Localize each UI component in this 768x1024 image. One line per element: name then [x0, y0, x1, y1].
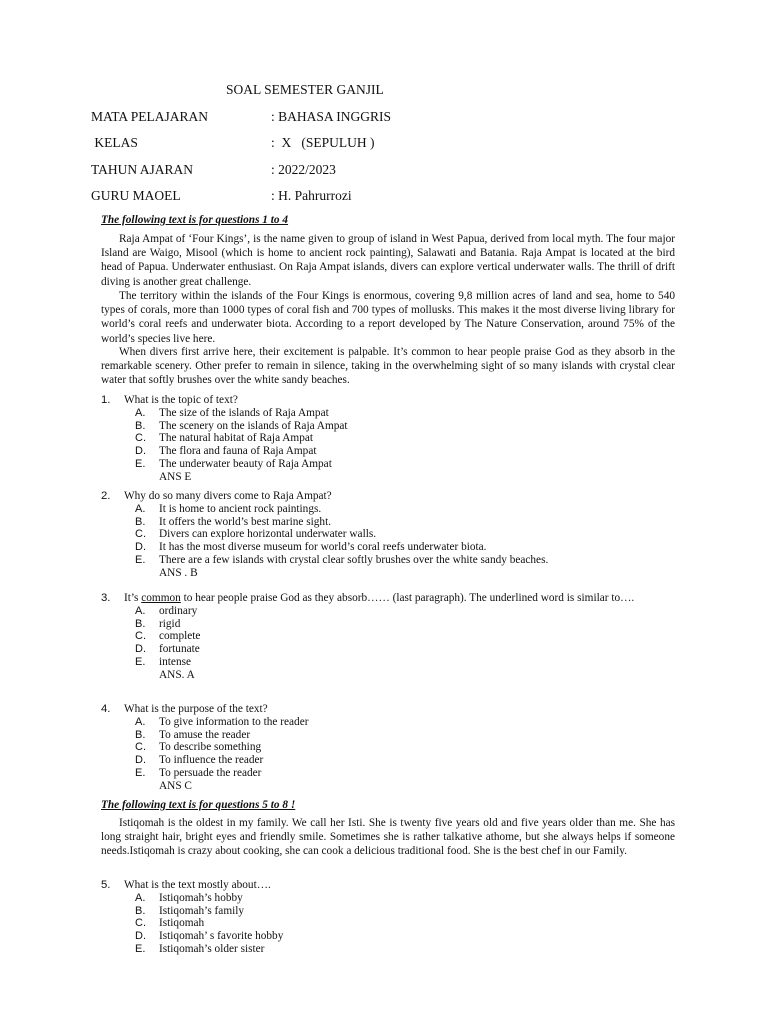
- header-label-subject: MATA PELAJARAN: [91, 109, 209, 124]
- option-c: C. complete: [135, 630, 201, 643]
- option-e: E. There are a few islands with crystal clear softly brushes over the white sandy beaches.: [135, 553, 549, 566]
- option-a: A. It is home to ancient rock paintings.: [135, 502, 322, 515]
- option-a: A. To give information to the reader: [135, 715, 309, 728]
- passage1-paragraph-1: Raja Ampat of ‘Four Kings’, is the name given to group of island in West Papua, derived from local myth. The four major Island are Waigo, Misool (which is home to ancient rock painting), Salawati and Batania. Raja Ampat is located at the bird head of Papua. Underwater enthusiast. On Raja Ampat islands, divers can explore vertical underwater walls. The thrill of drift diving is another great challenge.: [101, 233, 675, 288]
- question-1: [101, 394, 676, 484]
- question-text: Why do so many divers come to Raja Ampat?: [124, 490, 332, 502]
- question-number: 3.: [101, 592, 111, 604]
- question-4: [101, 703, 676, 793]
- option-c: C. The natural habitat of Raja Ampat: [135, 432, 314, 445]
- question-2: [101, 490, 676, 580]
- question-text-before: It’s: [124, 592, 142, 604]
- section2-intro: The following text is for questions 5 to 8 !: [101, 799, 296, 811]
- option-a: A. The size of the islands of Raja Ampat: [135, 406, 329, 419]
- option-c: C. Istiqomah: [135, 917, 205, 930]
- option-e: E. The underwater beauty of Raja Ampat: [135, 457, 332, 470]
- option-d: D. The flora and fauna of Raja Ampat: [135, 445, 317, 458]
- question-number: 4.: [101, 703, 111, 715]
- question-text-after: to hear people praise God as they absorb…… (last paragraph). The underlined word is similar to….: [180, 592, 635, 604]
- option-e: E. intense: [135, 655, 191, 668]
- passage1-paragraph-2: The territory within the islands of the Four Kings is enormous, covering 9,8 million acres of land and sea, home to 540 types of corals, more than 1000 types of coral fish and 700 types of mollusks. This makes it the most diverse living library for world’s coral reefs and underwater biota. According to a report developed by The Nature Conservation, around 75% of the world’s species live here.: [101, 290, 675, 345]
- header-label-year: TAHUN AJARAN: [91, 162, 194, 177]
- option-c: C. To describe something: [135, 741, 262, 754]
- answer-key: ANS E: [159, 470, 192, 483]
- section1-intro: The following text is for questions 1 to 4: [101, 214, 289, 226]
- option-b: B. rigid: [135, 617, 181, 630]
- header-value-teacher: : H. Pahrurrozi: [271, 188, 352, 203]
- question-number: 2.: [101, 490, 111, 502]
- exam-title: SOAL SEMESTER GANJIL: [226, 82, 384, 97]
- answer-key: ANS. A: [159, 668, 195, 681]
- option-b: B. It offers the world’s best marine sight.: [135, 515, 332, 528]
- option-b: B. Istiqomah’s family: [135, 904, 245, 917]
- question-text: What is the topic of text?: [124, 394, 238, 406]
- option-d: D. fortunate: [135, 643, 200, 656]
- option-d: D. It has the most diverse museum for world’s coral reefs underwater biota.: [135, 541, 487, 554]
- header-label-class: KELAS: [91, 135, 138, 150]
- question-5: [101, 879, 676, 956]
- option-c: C. Divers can explore horizontal underwater walls.: [135, 528, 377, 541]
- question-text: What is the text mostly about….: [124, 879, 271, 891]
- question-number: 1.: [101, 394, 111, 406]
- option-e: E. To persuade the reader: [135, 766, 262, 779]
- header-value-subject: : BAHASA INGGRIS: [271, 109, 392, 124]
- header-label-teacher: GURU MAOEL: [91, 188, 181, 203]
- underlined-word: common: [141, 592, 181, 604]
- header-value-year: : 2022/2023: [271, 162, 336, 177]
- question-text: What is the purpose of the text?: [124, 703, 268, 715]
- passage2-paragraph: Istiqomah is the oldest in my family. We call her Isti. She is twenty five years old and five years older than me. She has long straight hair, bright eyes and friendly smile. Sometimes she is rather talkative athome, but she always helps if someone needs.Istiqomah is crazy about cooking, she can cook a delicious traditional food. She is the best chef in our Family.: [101, 817, 675, 858]
- option-d: D. To influence the reader: [135, 754, 264, 767]
- option-b: B. To amuse the reader: [135, 728, 251, 741]
- question-3: [101, 592, 676, 682]
- answer-key: ANS C: [159, 779, 192, 792]
- answer-key: ANS . B: [159, 566, 198, 579]
- question-number: 5.: [101, 879, 111, 891]
- option-e: E. Istiqomah’s older sister: [135, 942, 265, 955]
- option-a: A. ordinary: [135, 604, 198, 617]
- header-value-class: : X (SEPULUH ): [271, 135, 375, 150]
- option-a: A. Istiqomah’s hobby: [135, 891, 243, 904]
- option-d: D. Istiqomah’ s favorite hobby: [135, 930, 284, 943]
- passage1-paragraph-3: When divers first arrive here, their excitement is palpable. It’s common to hear people praise God as they absorb in the remarkable scenery. Other prefer to remain in silence, taking in the overwhelming sight of so many islands with crystal clear water that softly brushes over the white sandy beaches.: [101, 346, 675, 387]
- option-b: B. The scenery on the islands of Raja Ampat: [135, 419, 348, 432]
